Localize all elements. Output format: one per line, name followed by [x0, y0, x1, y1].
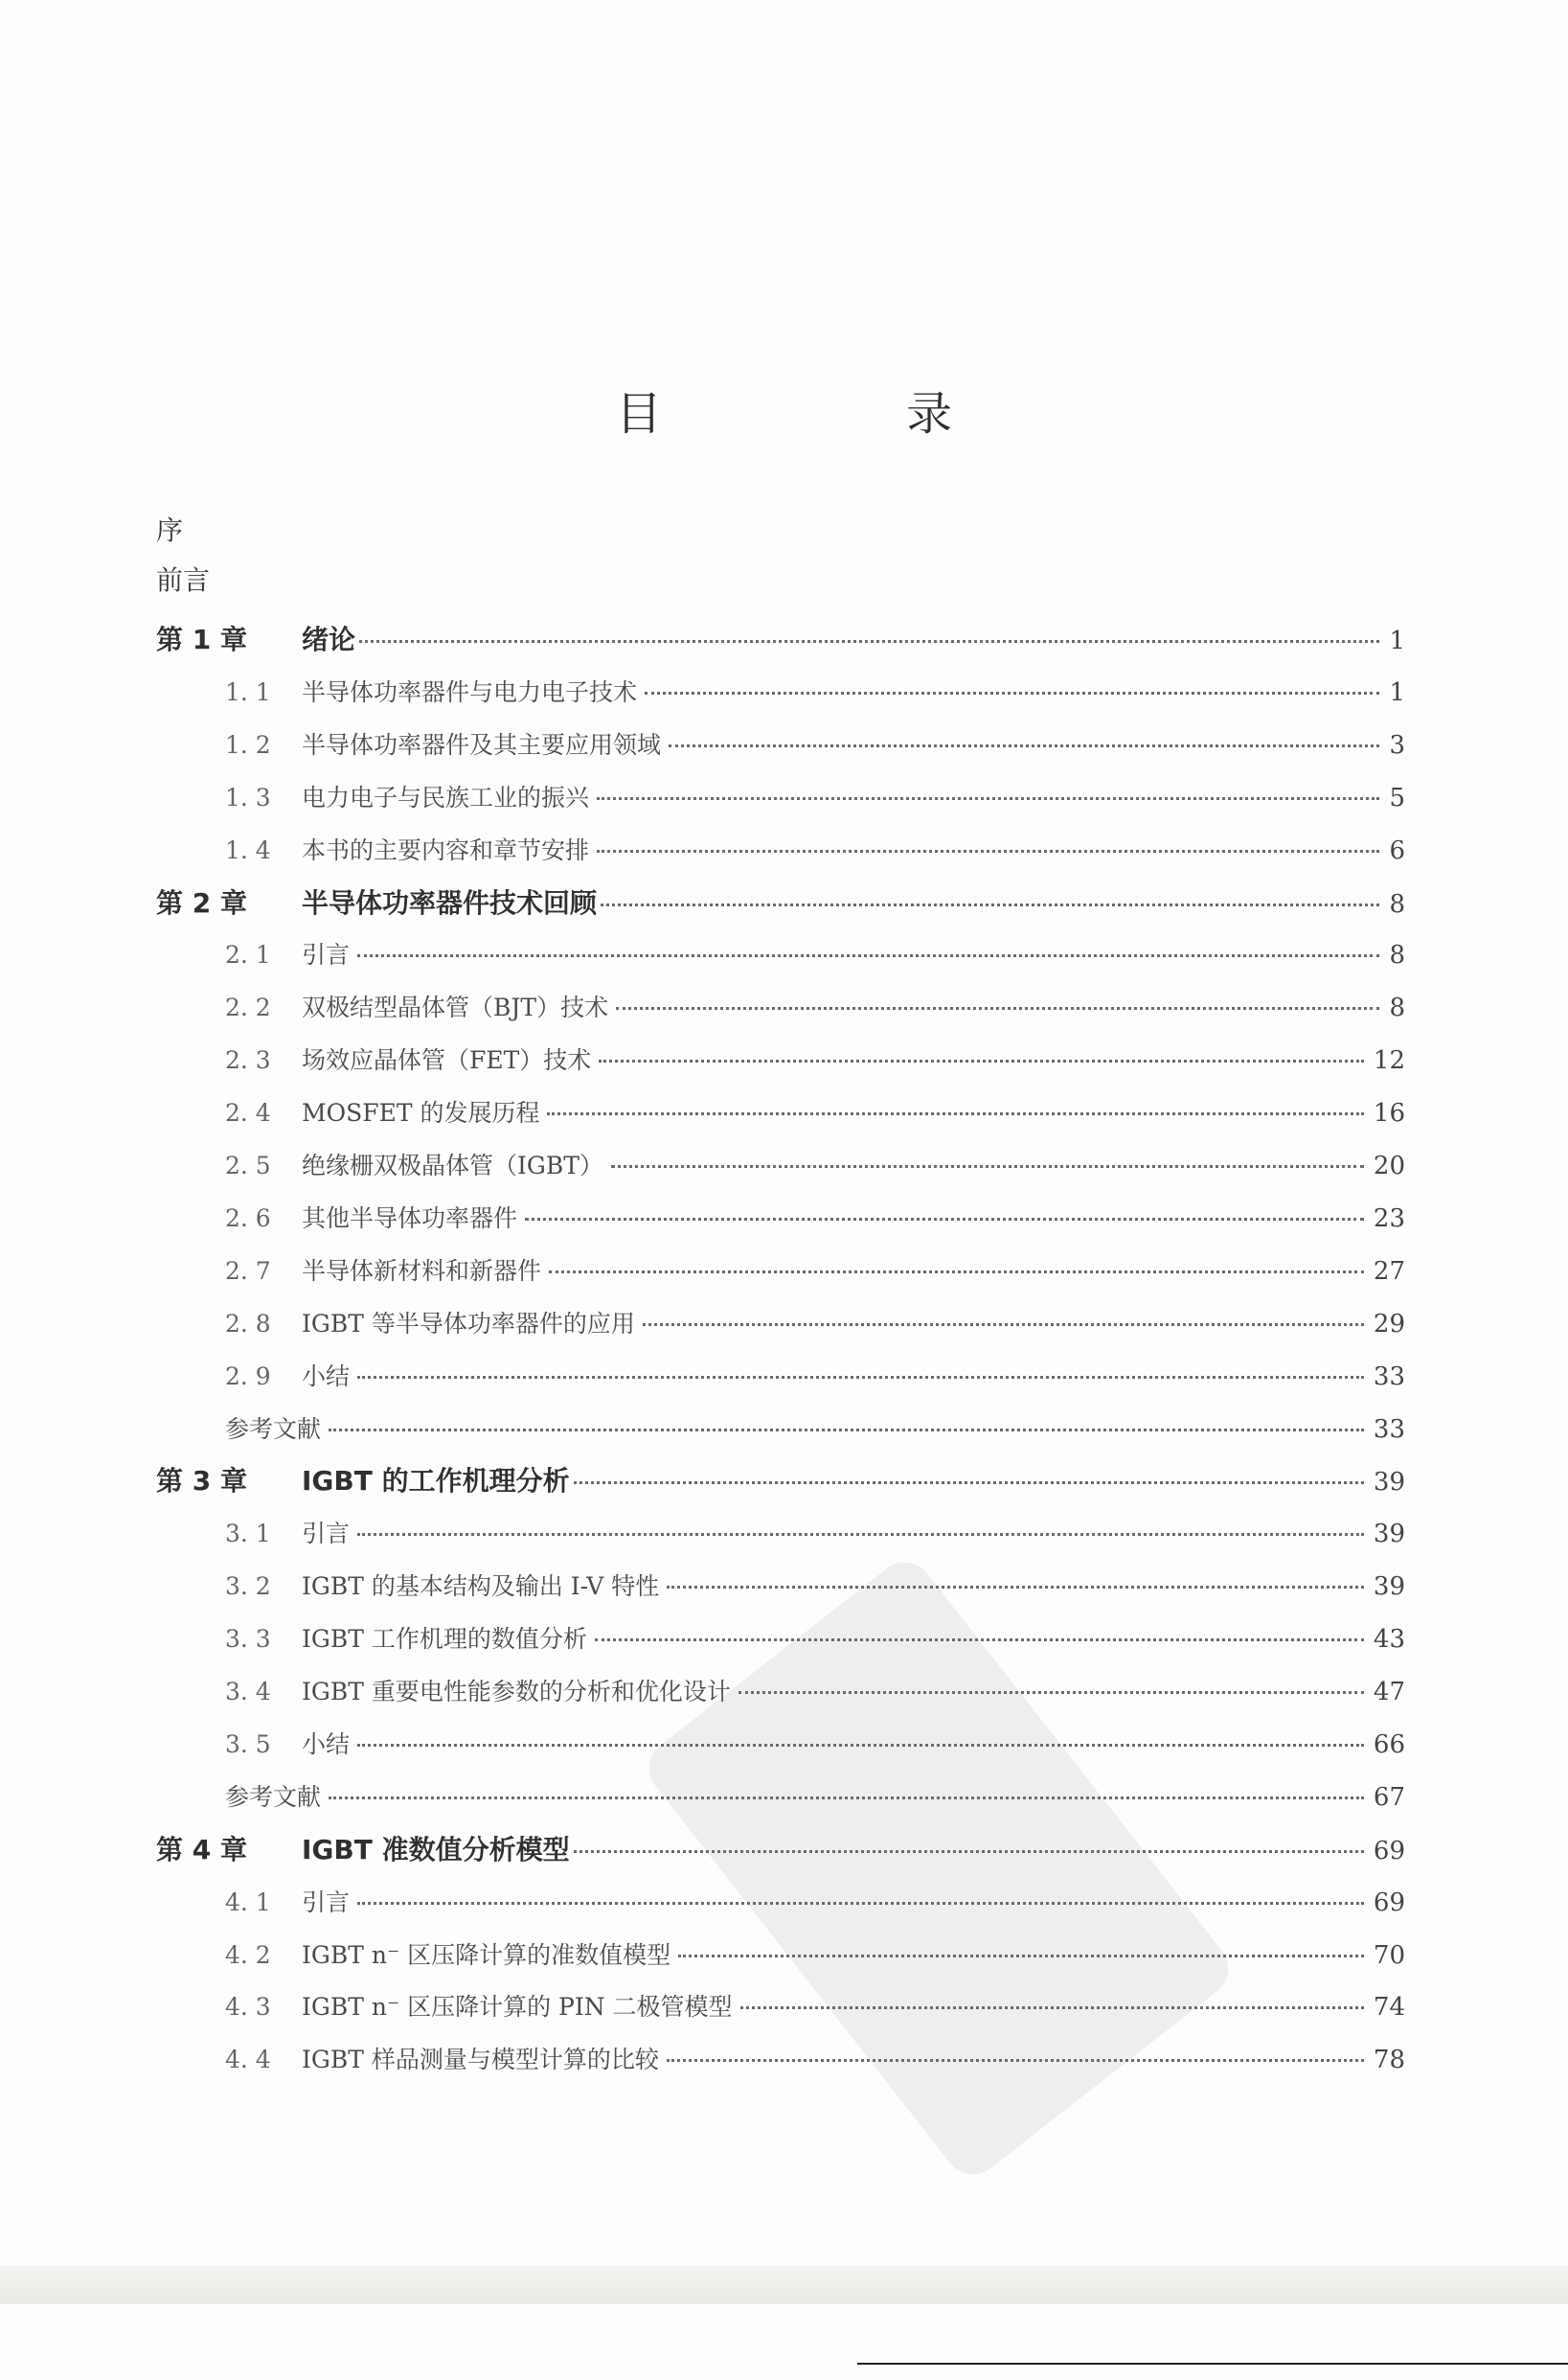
- toc-section-entry[interactable]: [225, 1936, 1405, 1975]
- toc-section-entry[interactable]: [225, 832, 1405, 870]
- toc-entry-title: 绝缘栅双极晶体管（IGBT）: [302, 1152, 603, 1179]
- toc-page-number: 6: [1389, 835, 1405, 865]
- toc-entry-number: 3. 4: [225, 1678, 271, 1705]
- toc-entry-number: 4. 1: [225, 1888, 271, 1916]
- toc-section-entry[interactable]: [225, 1147, 1405, 1185]
- toc-entry-title: IGBT 准数值分析模型: [302, 1833, 570, 1865]
- toc-entry-number: 2. 9: [225, 1362, 271, 1390]
- toc-entry-number: 第 1 章: [156, 624, 247, 655]
- toc-entry-title: 半导体功率器件及其主要应用领域: [302, 730, 662, 759]
- dot-leader: [599, 1058, 1364, 1063]
- dot-leader: [645, 690, 1379, 695]
- dot-leader: [525, 1216, 1364, 1221]
- toc-entry-number: 2. 7: [225, 1256, 271, 1285]
- toc-entry-title: 电力电子与民族工业的振兴: [302, 783, 590, 812]
- toc-page-number: 8: [1389, 889, 1405, 919]
- toc-entry-number: 4. 2: [225, 1940, 271, 1969]
- toc-entry-title: 小结: [302, 1362, 351, 1390]
- toc-section-entry[interactable]: [225, 1358, 1405, 1396]
- toc-section-entry[interactable]: [225, 936, 1405, 974]
- toc-entry-number: 2. 1: [225, 941, 271, 970]
- toc-page-number: 8: [1389, 941, 1405, 971]
- toc-page-number: 74: [1373, 1993, 1405, 2023]
- dot-leader: [601, 902, 1379, 906]
- toc-entry-number: 1. 1: [225, 677, 271, 706]
- toc-entry-title: 参考文献: [225, 1782, 322, 1811]
- toc-section-entry[interactable]: [225, 1252, 1405, 1291]
- toc-entry-number: 4. 3: [225, 1993, 271, 2022]
- dot-leader: [643, 1321, 1364, 1326]
- toc-section-entry[interactable]: [225, 1726, 1405, 1764]
- scan-edge-line: [857, 2363, 1568, 2380]
- toc-section-entry[interactable]: [225, 1988, 1405, 2026]
- toc-page-number: 66: [1373, 1729, 1405, 1759]
- toc-entry-number: 1. 3: [225, 783, 271, 812]
- dot-leader: [739, 1689, 1364, 1694]
- toc-section-entry[interactable]: [225, 1200, 1405, 1238]
- toc-section-entry[interactable]: [225, 1673, 1405, 1711]
- toc-entry-title: IGBT 等半导体功率器件的应用: [302, 1309, 635, 1338]
- toc-page-number: 69: [1373, 1888, 1405, 1917]
- dot-leader: [329, 1795, 1364, 1799]
- toc-section-entry[interactable]: [225, 1094, 1405, 1133]
- dot-leader: [611, 1163, 1364, 1168]
- toc-entry-number: 3. 5: [225, 1729, 271, 1758]
- toc-entry-title: 其他半导体功率器件: [302, 1203, 518, 1232]
- toc-entry-title: 引言: [302, 1520, 351, 1548]
- toc-section-entry[interactable]: [225, 1041, 1405, 1080]
- dot-leader: [667, 1584, 1364, 1589]
- toc-page-number: 20: [1373, 1152, 1405, 1180]
- toc-page-number: 5: [1389, 783, 1405, 812]
- toc-page-number: 47: [1373, 1678, 1405, 1706]
- toc-entry-number: 2. 2: [225, 994, 271, 1022]
- front-matter-preface: 序: [156, 515, 184, 546]
- toc-page-number: 70: [1373, 1940, 1405, 1970]
- toc-chapter-entry[interactable]: [156, 1462, 1405, 1500]
- dot-leader: [597, 848, 1379, 853]
- toc-chapter-entry[interactable]: [156, 1831, 1405, 1869]
- toc-page-number: 39: [1373, 1572, 1405, 1602]
- toc-entry-title: 小结: [302, 1729, 351, 1758]
- toc-references-entry[interactable]: [225, 1778, 1405, 1817]
- toc-page-number: 33: [1373, 1362, 1405, 1391]
- toc-entry-title: IGBT 的基本结构及输出 I-V 特性: [302, 1572, 660, 1601]
- dot-leader: [616, 1005, 1379, 1010]
- toc-section-entry[interactable]: [225, 1620, 1405, 1659]
- toc-entry-number: 3. 2: [225, 1572, 271, 1601]
- toc-section-entry[interactable]: [225, 2041, 1405, 2079]
- toc-section-entry[interactable]: [225, 1884, 1405, 1922]
- toc-entry-title: 本书的主要内容和章节安排: [302, 835, 590, 864]
- toc-page-number: 67: [1373, 1782, 1405, 1812]
- toc-chapter-entry[interactable]: [156, 884, 1405, 923]
- toc-page-number: 27: [1373, 1256, 1405, 1286]
- toc-entry-title: IGBT 的工作机理分析: [302, 1465, 570, 1498]
- toc-entry-title: MOSFET 的发展历程: [302, 1099, 540, 1128]
- dot-leader: [357, 1900, 1364, 1905]
- toc-entry-title: 双极结型晶体管（BJT）技术: [302, 994, 609, 1022]
- dot-leader: [678, 1953, 1364, 1957]
- toc-entry-title: IGBT n⁻ 区压降计算的准数值模型: [302, 1940, 671, 1969]
- toc-entry-title: 引言: [302, 941, 351, 970]
- toc-section-entry[interactable]: [225, 674, 1405, 712]
- toc-page-number: 39: [1373, 1520, 1405, 1549]
- toc-entry-title: IGBT 重要电性能参数的分析和优化设计: [302, 1678, 731, 1705]
- toc-entry-number: 4. 4: [225, 2046, 271, 2074]
- toc-page-number: 39: [1373, 1468, 1405, 1498]
- toc-section-entry[interactable]: [225, 1568, 1405, 1606]
- dot-leader: [547, 1110, 1363, 1115]
- dot-leader: [574, 1479, 1364, 1484]
- toc-section-entry[interactable]: [225, 726, 1405, 765]
- toc-entry-number: 2. 5: [225, 1152, 271, 1179]
- toc-entry-title: 绪论: [302, 624, 356, 655]
- toc-page-number: 23: [1373, 1203, 1405, 1233]
- toc-entry-title: 半导体功率器件与电力电子技术: [302, 677, 638, 706]
- toc-entry-number: 1. 4: [225, 835, 271, 864]
- toc-page-number: 78: [1373, 2046, 1405, 2075]
- toc-entry-title: 引言: [302, 1888, 351, 1916]
- toc-chapter-entry[interactable]: [156, 621, 1405, 659]
- dot-leader: [669, 743, 1379, 747]
- toc-section-entry[interactable]: [225, 1515, 1405, 1553]
- dot-leader: [740, 2004, 1364, 2009]
- toc-entry-title: IGBT n⁻ 区压降计算的 PIN 二极管模型: [302, 1993, 733, 2022]
- toc-page-number: 33: [1373, 1414, 1405, 1444]
- dot-leader: [574, 1848, 1364, 1853]
- dot-leader: [329, 1427, 1364, 1431]
- dot-leader: [597, 795, 1379, 800]
- toc-page-number: 1: [1389, 677, 1405, 707]
- toc-entry-number: 2. 6: [225, 1203, 271, 1232]
- toc-page-number: 29: [1373, 1309, 1405, 1339]
- toc-page-number: 1: [1389, 627, 1405, 655]
- dot-leader: [549, 1269, 1364, 1273]
- toc-entry-title: 场效应晶体管（FET）技术: [302, 1046, 592, 1075]
- toc-page-number: 69: [1373, 1836, 1405, 1865]
- toc-entry-number: 第 3 章: [156, 1465, 247, 1498]
- toc-entry-title: 参考文献: [225, 1414, 322, 1443]
- toc-entry-number: 2. 3: [225, 1046, 271, 1075]
- dot-leader: [595, 1636, 1364, 1641]
- dot-leader: [357, 1531, 1364, 1536]
- toc-entry-number: 1. 2: [225, 730, 271, 759]
- toc-entry-number: 3. 3: [225, 1625, 271, 1654]
- toc-entry-number: 3. 1: [225, 1520, 271, 1548]
- toc-page-number: 8: [1389, 994, 1405, 1023]
- toc-entry-number: 第 4 章: [156, 1833, 247, 1865]
- page-title: 目 录: [615, 387, 1068, 441]
- toc-entry-number: 第 2 章: [156, 886, 247, 919]
- toc-entry-title: IGBT 工作机理的数值分析: [302, 1625, 587, 1654]
- toc-page-number: 12: [1373, 1046, 1405, 1076]
- toc-section-entry[interactable]: [225, 779, 1405, 817]
- dot-leader: [357, 1742, 1364, 1747]
- toc-page-number: 3: [1389, 730, 1405, 760]
- dot-leader: [357, 1374, 1364, 1379]
- toc-section-entry[interactable]: [225, 989, 1405, 1027]
- page-bottom-band: [0, 2266, 1568, 2304]
- toc-section-entry[interactable]: [225, 1305, 1405, 1343]
- toc-entry-title: IGBT 样品测量与模型计算的比较: [302, 2046, 659, 2074]
- toc-page-number: 43: [1373, 1625, 1405, 1655]
- dot-leader: [667, 2057, 1364, 2062]
- toc-entry-number: 2. 4: [225, 1099, 271, 1128]
- front-matter-foreword: 前言: [156, 564, 211, 596]
- toc-entry-number: 2. 8: [225, 1309, 271, 1338]
- toc-references-entry[interactable]: [225, 1410, 1405, 1449]
- dot-leader: [359, 638, 1379, 643]
- toc-entry-title: 半导体新材料和新器件: [302, 1256, 542, 1285]
- toc-entry-title: 半导体功率器件技术回顾: [302, 886, 598, 919]
- toc-page-number: 16: [1373, 1099, 1405, 1129]
- dot-leader: [357, 952, 1379, 957]
